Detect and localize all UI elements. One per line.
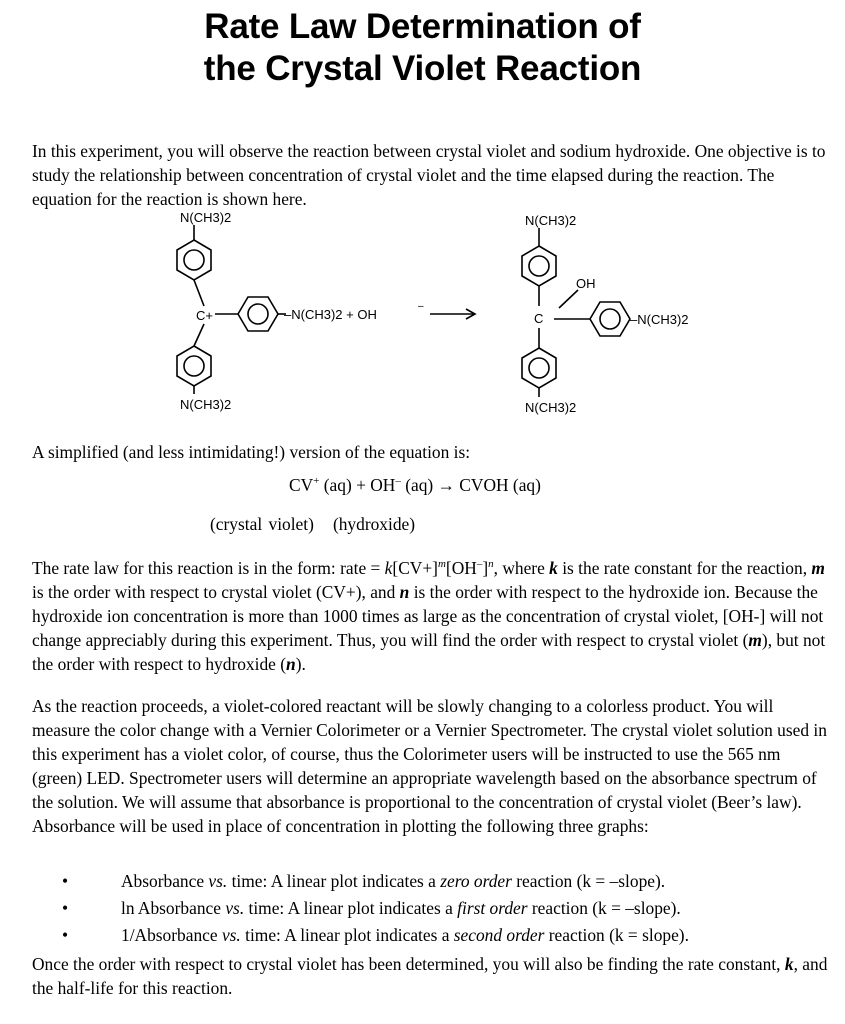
page-title — [0, 6, 845, 90]
eq-rest: (aq) → CVOH (aq) — [400, 475, 541, 495]
reaction-structure-diagram — [150, 208, 750, 423]
label-crystal-violet: (crystal violet) — [210, 514, 314, 534]
reactant-top-group-label: N(CH3)2 — [180, 210, 232, 225]
reactant-right-benzene-ring — [238, 297, 278, 331]
simplified-intro: A simplified (and less intimidating!) version of the equation is: — [32, 442, 471, 462]
list-item: • ln Absorbance vs. time: A linear plot indicates a first order reaction (k = –slope). — [32, 895, 832, 922]
reaction-paragraph: As the reaction proceeds, a violet-colored reactant will be slowly changing to a colorless product. You will measure the color change with a Vernier Colorimeter or a Vernier Spectrometer. The crystal violet solution used in this experiment has a violet color, of course, thus the Colorimeter users will be instructed to use the 565 nm (green) LED. Spectrometer users will determine an appropriate wavelength based on the absorbance spectrum of the solution. We will assume that absorbance is proportional to the concentration of crystal violet (Beer’s law). Absorbance will be used in place of concentration in plotting the following three graphs: — [32, 696, 827, 836]
eq-cv: CV — [289, 475, 314, 495]
hydroxide-charge: – — [418, 301, 424, 312]
label-hydroxide: (hydroxide) — [332, 514, 416, 534]
product-bottom-group-label: N(CH3)2 — [525, 400, 577, 415]
rate-law-paragraph: The rate law for this reaction is in the form: rate = $k[CV+]^m[OH^-]^n$, where k is the rate constant for the reaction, m is the order with respect to crystal violet (CV+), and n is the order with respect to the hydroxide ion. Because the hydroxide ion concentration is more than 1000 times as large as the concentration of crystal violet, [OH-] will not change appreciably during this experiment. Thus, you will find the order with respect to crystal violet (m), but not the order with respect to hydroxide (n). — [32, 558, 826, 674]
intro-paragraph: In this experiment, you will observe the reaction between crystal violet and sodium hydroxide. One objective is to study the relationship between concentration of crystal violet and the time elapsed during the reaction. The equation for the reaction is shown here. — [32, 141, 826, 209]
simplified-equation — [289, 473, 541, 497]
reactant-bottom-group-label: N(CH3)2 — [180, 397, 232, 412]
eq-oh-charge: – — [395, 475, 401, 488]
bullet-dot: • — [62, 871, 69, 891]
product-bottom-benzene-ring — [522, 348, 556, 388]
product-right-benzene-ring — [590, 302, 630, 336]
product-carbon-label: C — [534, 311, 544, 326]
list-item: • Absorbance vs. time: A linear plot indicates a zero order reaction (k = –slope). — [32, 868, 832, 895]
closing-paragraph: Once the order with respect to crystal violet has been determined, you will also be finding the rate constant, k, and the half-life for this reaction. — [32, 954, 828, 998]
product-oh-label: OH — [576, 276, 596, 291]
product-top-benzene-ring — [522, 246, 556, 286]
eq-cv-charge: + — [313, 475, 320, 488]
title-line-2: the Crystal Violet Reaction — [203, 49, 642, 88]
bullet-dot: • — [62, 925, 69, 945]
reactant-top-benzene-ring — [177, 240, 211, 280]
product-top-group-label: N(CH3)2 — [525, 213, 577, 228]
product-right-group-label: –N(CH3)2 — [630, 312, 689, 327]
reactant-carbon-label: C+ — [196, 308, 213, 323]
title-line-1: Rate Law Determination of — [204, 7, 641, 46]
reactant-right-group-label: –N(CH3)2 + OH — [284, 307, 377, 322]
graph-bullet-list — [32, 868, 832, 949]
reactant-bottom-benzene-ring — [177, 346, 211, 386]
eq-oh: (aq) + OH — [319, 475, 396, 495]
bullet-dot: • — [62, 898, 69, 918]
list-item: • 1/Absorbance vs. time: A linear plot indicates a second order reaction (k = slope). — [32, 922, 832, 949]
equation-labels — [210, 512, 415, 536]
